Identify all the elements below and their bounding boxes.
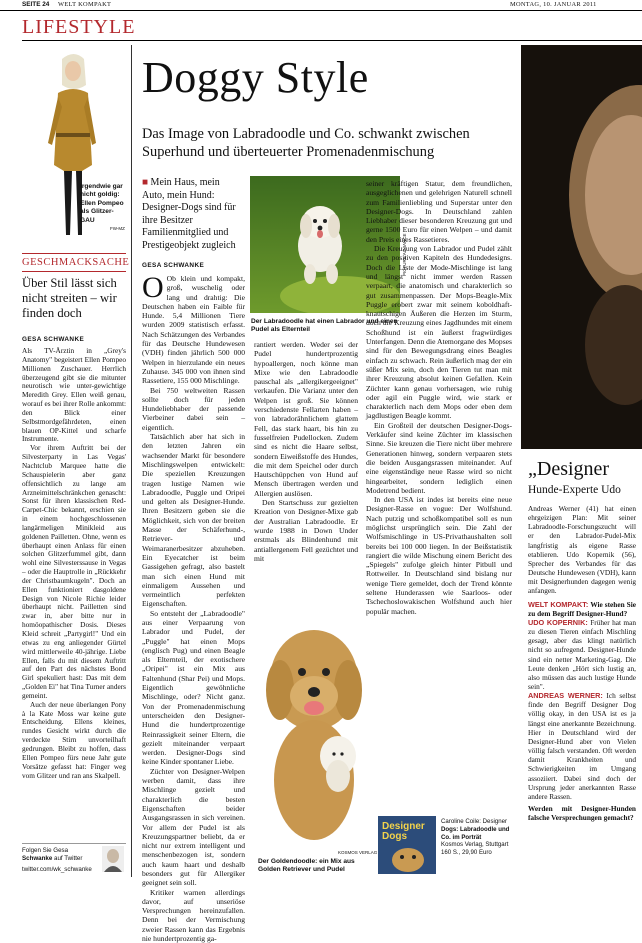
interview-question: Werden mit Designer-Hunden falsche Versprechungen gemacht? <box>528 804 636 823</box>
book-cover-title: Designer Dogs <box>382 821 425 842</box>
page-header <box>0 0 642 11</box>
article-paragraph: Tatsächlich aber hat sich in den letzten Jahren ein wachsender Markt für besondere Mischlingswelpen entwickelt: Die speziellen Kreuzungen tragen lustige Namen wie Labradoodle, Puggle und Oripei und gelten als Designer-Hunde. Ihren Besitzern geben sie die Möglichkeit, sich von der breiten Masse der Schäferhund-, Retriever- und Weimaranerbesitzer abzuheben. Ein Eyecatcher ist beim Gassigehen gefragt, also bastelt man sich einen Hund mit einmaligem Aussehen und vermeintlich perfekten Eigenschaften. <box>142 432 245 609</box>
interview-subhead: Hunde-Experte Udo <box>528 484 621 496</box>
sidebar-paragraph: Auch der neue überlangen Pony à la Kate Moss war keine gute Entscheidung. Ellens kleines, rundes Gesicht wirkt durch die verdeckte Stirn unvorteilhaft gedrungen. Bleibt zu hoffen, dass Ellen Pompeo fürs neue Jahr gute Vorsätze gefasst hat: Finger weg vom Glitzer und ran ans Skalpell. <box>22 699 126 780</box>
photo1-caption: Der Labradoodle hat einen Labrador und einen Pudel als Elternteil <box>251 318 398 334</box>
interview-intro: Andreas Werner (41) hat einen ehrgeizigen Plan: Mit seiner Labradoodle-Forschungszucht will er den Labrador-Pudel-Mix langfristig als eigene Rasse etablieren. Udo Kopernik (56), Sprecher des Verbandes für das Deutsche Hundewesen (VDH), kann mit Designerhunden dagegen wenig anfangen. <box>528 504 636 596</box>
sidebar-headline: Über Stil lässt sich nicht streiten – wir finden doch <box>22 276 117 320</box>
article-paragraph: Ein Großteil der deutschen Designer-Dogs-Verkäufer sind keine Züchter im klassischen Sinne. Sie kreuzen die Tiere nicht über mehrere Generationen hinweg, sondern verpaaren stets die beiden Ausgangsrassen miteinander. Auf eine eigenständige neue Rasse wird so nicht hingearbeitet, sondern lediglich einen Modetrend bedient. <box>366 420 512 495</box>
article-paragraph: Bei 750 weltweiten Rassen sollte doch für jeden Hundeliebhaber der passende Vierbeiner dabei sein – eigentlich. <box>142 385 245 432</box>
sidebar-author: GESA SCHWANKE <box>22 336 85 343</box>
goldendoodle-photo <box>258 580 378 852</box>
book-cover <box>378 816 436 874</box>
interview-body <box>528 504 636 822</box>
section-rule <box>22 40 642 41</box>
photo1-credit: PICTURE ALLIANCE <box>402 233 407 276</box>
column-divider <box>131 45 132 877</box>
article-paragraph: Die Kreuzung von Labrador und Pudel zählt zu den positiven Kapiteln des Hundedesigns. Doch die Liste der Mode-Mischlinge ist lang und längst nicht immer werden Rassen verpaart, die anatomisch und charakterlich so gut zusammenpassen. Der Mops-Beagle-Mix Puggle erobert zwar mit seinem koboldhaft-knautschigen Äußeren die Herzen im Sturm, doch die Kreuzung eines Jagdhundes mit einem Schoßhund ist ein äußerst fragwürdiges Unterfangen. Denn die Atemorgane des Mopses sind für den Bewegungsdrang eines Beagles einfach zu schwach. Rein äußerlich mag der ein süßer Mix sein, doch den Tieren tut man mit ihrer Kreuzung absolut keinen Gefallen. Kein Züchter kann genau vorhersagen, wie ruhig oder agil ein Puggle wird, wie stark er charakterlich nach dem Mops oder eben dem jagdlustigen Beagle kommt. <box>366 244 512 421</box>
book-info-publisher: Kosmos Verlag, Stuttgart <box>441 841 509 849</box>
author-avatar <box>102 846 124 872</box>
interview-photo <box>521 45 642 449</box>
interview-answer: UDO KOPERNIK: Früher hat man zu diesen Tieren einfach Mischling gesagt, aber das klingt natürlich nicht so aufregend. Designer-Hunde sind ein netter Marketing-Gag. Die Leute denken „Hört sich lustig an, also müssen das auch lustige Hunde sein". <box>528 617 636 691</box>
interview-headline: „Designer <box>528 458 610 480</box>
rubric-rule <box>22 253 126 254</box>
sidebar-rubric: GESCHMACKSACHE <box>22 257 130 268</box>
page-number: SEITE 24 <box>22 1 50 8</box>
celebrity-photo-credit: FW-MZ <box>110 226 125 231</box>
photo2-caption: Der Goldendoodle: ein Mix aus Golden Retriever und Pudel <box>258 858 355 874</box>
interview-answer: ANDREAS WERNER: Ich selbst finde den Begriff Designer Dog völlig okay, in den USA ist es ja längst eine anerkannte Bezeichnung. Hier in Deutschland wird der Designer-Hund aber von Vielen völlig falsch verstanden. Oft werden damit Krankheiten und Schwierigkeiten im Umgang assoziiert. Dabei sind doch der Ursprung jeder anerkannten Rasse andere Rassen. <box>528 691 636 801</box>
article-paragraph: Kritiker warnen allerdings davor, auf unseriöse Versprechungen hereinzufallen. Denn bei der Vermischung zweier Rassen kann das Ergebnis nie hundertprozentig ga- <box>142 887 245 943</box>
bullet-icon: ■ <box>142 177 149 188</box>
sidebar-body <box>22 347 126 780</box>
article-headline: Doggy Style <box>142 53 369 102</box>
book-info <box>441 818 516 857</box>
book-info-price: 160 S., 29,90 Euro <box>441 849 492 857</box>
twitter-text: Folgen Sie Gesa Schwanke auf Twitter <box>22 847 83 862</box>
issue-date: MONTAG, 10. JANUAR 2011 <box>510 1 597 8</box>
article-column-3 <box>366 179 512 616</box>
article-paragraph: O Ob klein und kompakt, groß, wuschelig oder lang und drahtig: Die Deutschen haben ein Faible für Hunde. 5,4 Millionen Tiere wurden 2009 statistisch erfasst. Nach Schätzungen des Verbandes für das Deutsche Hundewesen (VDH) finden jährlich 500 000 Welpen in hierzulande ein neues Zuhause. 345 000 von ihnen sind Rassetiere, 155 000 Mischlinge. <box>142 271 245 386</box>
article-paragraph: seiner kräftigen Statur, dem freundlichen, ausgeglichenen und gelehrigen Naturell schnell zum Familienliebling und Superstar unter den Designer-Dogs. In Deutschland zahlen Liebhaber dieser besonderen Kreuzung gut und gerne 1500 Euro für einen Welpen – und damit den Preis eines Rassetieres. <box>366 179 512 244</box>
article-column-1 <box>142 271 245 943</box>
sidebar-paragraph: Als TV-Ärztin in „Grey's Anatomy" begeistert Ellen Pompeo Millionen Zuschauer. Herrlich überzeugend gibt sie die mitunter neurotisch wie unter-gewichtige Meredith Grey. Ellen weiß genau, worauf es bei ihrer Rolle ankommt: den Blick einer Selbstmordgefährdeten, einen blauen OP-Kittel und scharfe Instrumente. <box>22 346 126 444</box>
book-info-title: Dogs: Labradoodle und Co. im Porträt <box>441 825 510 841</box>
interview-question: WELT KOMPAKT: Wie stehen Sie zu dem Begriff Designer-Hund? <box>528 599 636 618</box>
book-info-author: Caroline Coile: Designer <box>441 818 508 825</box>
article-paragraph: Züchter von Designer-Welpen werben damit, dass ihre Mischlinge gezielt und charakterlich die besten Eigenschaften beider Ausgangsrassen in sich vereinen. Vor allem der Pudel ist als Kreuzungspartner beliebt, da er nicht nur extrem intelligent und menschenbezogen ist, sondern auch kaum haart und deshalb besonders gut für Allergiker geeignet sein soll. <box>142 766 245 888</box>
newspaper-name: WELT KOMPAKT <box>58 1 112 8</box>
rubric-rule-bottom <box>22 271 126 272</box>
sidebar-paragraph: Vor ihrem Auftritt bei der Silvesterparty in Las Vegas' Nachtclub Marquee hatte die Schauspielerin aber ganz offensichtlich zu lange am Arzneimittelschränkchen genascht: Sonst für ihren klassischen Red-Carpet-Chic bekannt, erschien sie in einem hochgeschlossenen langärmeligen Minikleid aus goldenen Pailletten. Ohne, wenn es überhaupt einen Anlass für einen solchen Glitzerfummel gibt, dann wohl eine Silvesterssause in Vegas – oder die Hauptrolle in „Rückkehr der Christbaumkugeln". Doch an Ellen funktioniert dasgoldene Design von Nicole Richie leider überhaupt nicht. Pailletten sind zwar in, aber bitte nur in homöopathischer Dosis. Dieses Kleid schreit „Partygirl!" Und ein etwas zu eng anliegender Gürtel wird mittlerweile 40-jährige. Liebe Ellen, falls du mit diesem Auftritt auf den Part des nächstes Bond Girl spekuliert hast: Das mit dem „Golden Ei" hat Tina Turner anders gemeint. <box>22 443 126 700</box>
twitter-link[interactable]: twitter.com/wk_schwanke <box>22 866 92 873</box>
photo2-credit: KOSMOS VERLAG <box>338 850 378 855</box>
article-column-2 <box>254 340 358 563</box>
article-subhead: Das Image von Labradoodle und Co. schwankt zwischen Superhund und überteuerter Promenadenmischung <box>142 126 470 160</box>
celebrity-photo-caption: Irgendwie gar nicht goldig: Ellen Pompeo als Glitzer-GAU <box>80 183 124 224</box>
article-paragraph: rantiert werden. Weder sei der Pudel hundertprozentig hypoallergen, noch könne man Mixe wie den Labradoodle pauschal als „allergikergeeignet" verkaufen. Die Varianz unter den Welpen ist groß. Sie können verschiedenste Fellarten haben – von labradorähnlichem glattem Fell, das stark haart, bis hin zu fusselfreien Pudellocken. Zudem sind es nicht die Haare selbst, sondern Eiweißstoffe des Hundes, die mit dem Speichel oder durch Hautschüppchen von Hund auf Mensch übertragen werden und Allergien auslösen. <box>254 340 358 498</box>
article-paragraph: Den Startschuss zur gezielten Kreation von Designer-Mixe gab der Australian Labradoodle. Er wurde 1988 in Down Under erstmals als Blindenhund mit antiallergenem Fell gezüchtet und mit <box>254 498 358 563</box>
twitter-box <box>22 843 126 876</box>
article-author: GESA SCHWANKE <box>142 262 205 269</box>
drop-cap: O <box>142 271 164 304</box>
article-teaser: ■ Mein Haus, mein Auto, mein Hund: Designer-Dogs sind für ihre Besitzer Familienmitglied und Prestigeobjekt zugleich <box>142 177 236 251</box>
article-paragraph: So entsteht der „Labradoodle" aus einer Verpaarung von Labrador und Pudel, der „Puggle" hat einen Mops (englisch Pug) und einen Beagle als Elternteil, der exotischere „Oripei" ist ein Mix aus Faltenhund (Shar Pei) und Mops. Eigentlich gewöhnliche Mischlinge, oder? Nicht ganz. Von der Promenadenmischung unterscheiden den Designer-Hund die hundertprozentige Reinrassigkeit seiner Eltern, die gezielt miteinander verpaart werden. Designer-Dogs sind keine Kinder spontaner Liebe. <box>142 608 245 767</box>
section-title: LIFESTYLE <box>22 16 136 38</box>
article-paragraph: In den USA ist indes ist bereits eine neue Designer-Rasse en vogue: Der Wolfshund. Nach putzig und schoßkompatibel soll es nun möglichst ursprünglich sein. Die Zahl der Wolfsmischlinge in US-Privathaushalten soll bereits bei 100 000 liegen. In der Beißstatistik rangiert die wilde Mischung einem Bericht des „Spiegels" zufolge gleich hinter Pitbull und Rottweiler. In Deutschland sind bislang nur wenige Tiere gemeldet, doch der Trend könnte seltene Hunderassen wie Saarloos- oder Tschechoslowakischen Wolfshund auch hier populär machen. <box>366 495 512 616</box>
